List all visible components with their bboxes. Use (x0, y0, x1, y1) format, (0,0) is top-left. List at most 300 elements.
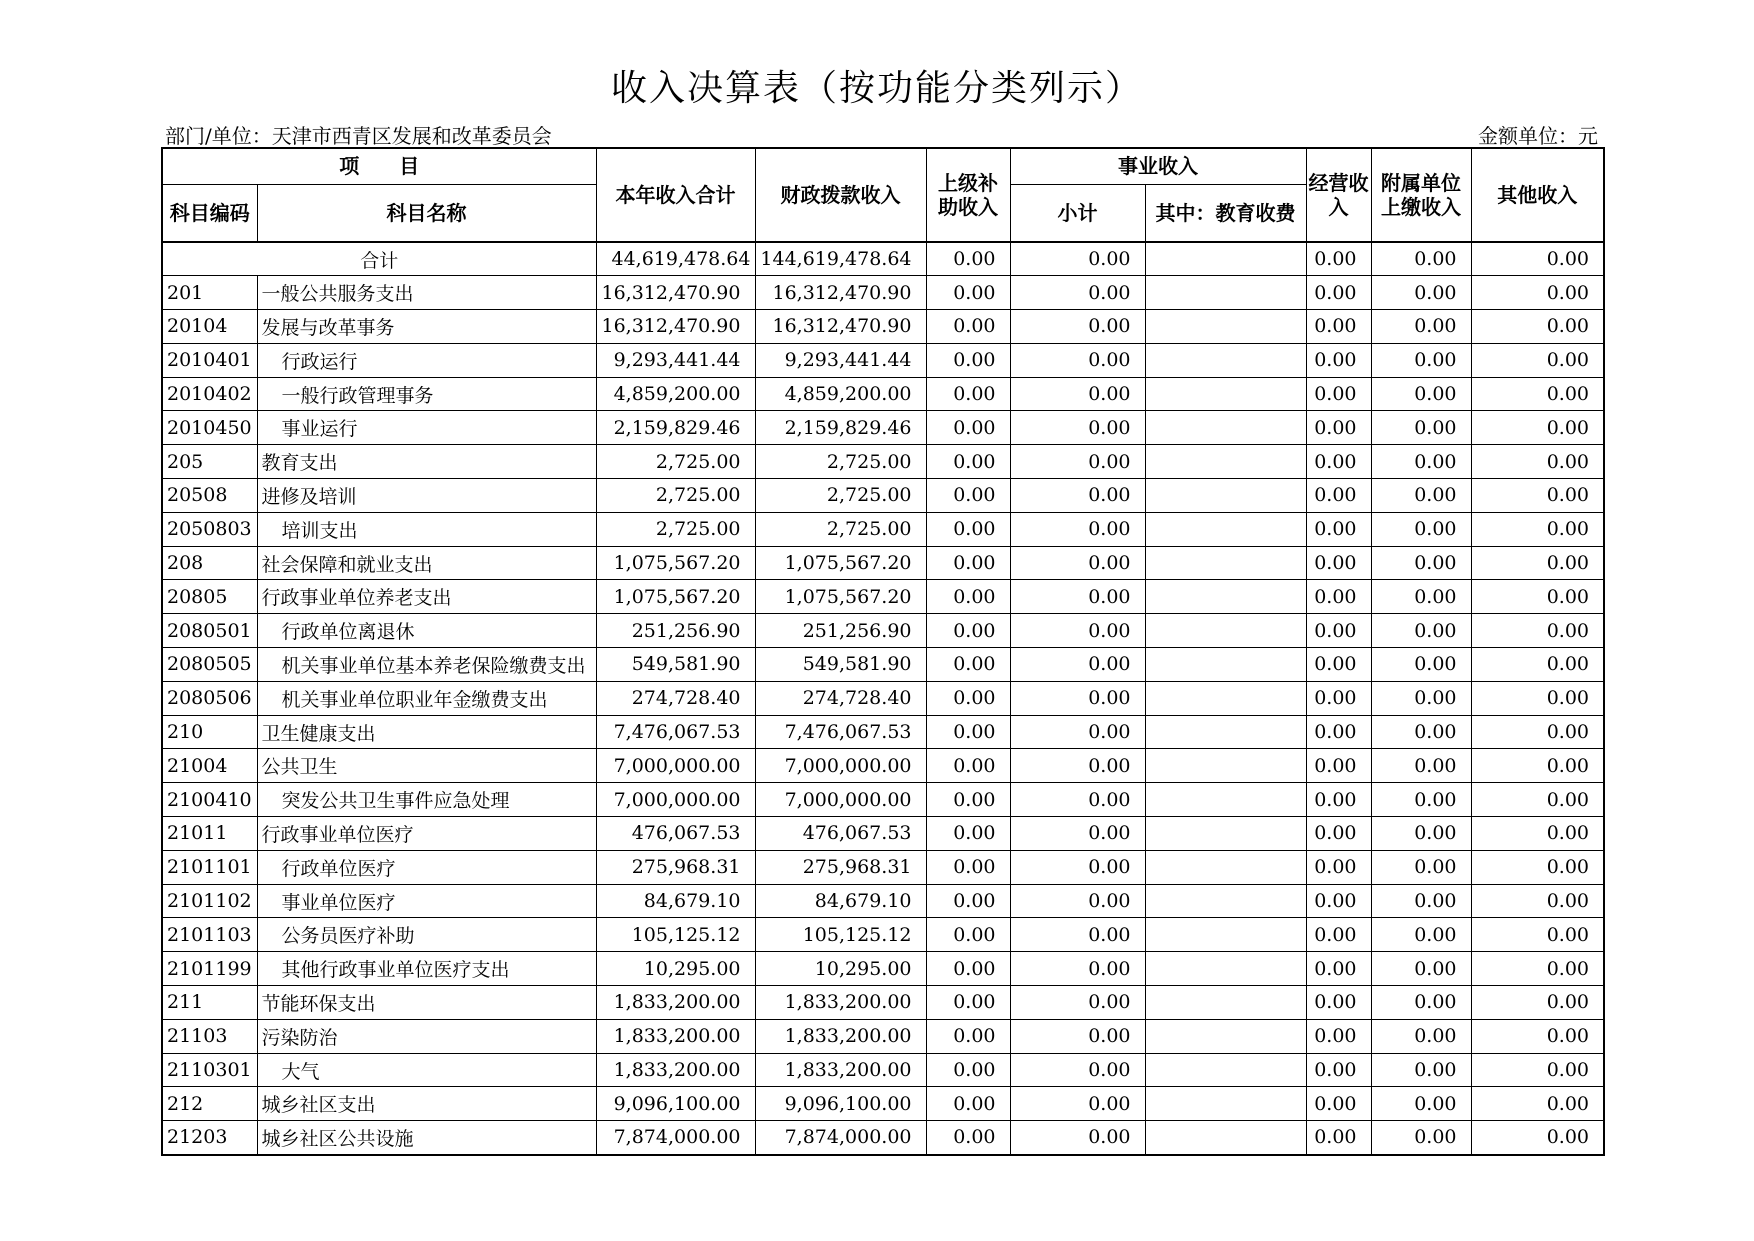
department-label: 部门/单位：天津市西青区发展和改革委员会 (165, 124, 552, 148)
cell-affil: 0.00 (1371, 1053, 1471, 1087)
cell-other: 0.00 (1471, 276, 1604, 310)
cell-affil: 0.00 (1371, 546, 1471, 580)
cell-subtotal: 0.00 (1010, 343, 1145, 377)
cell-other: 0.00 (1471, 546, 1604, 580)
cell-other: 0.00 (1471, 479, 1604, 513)
cell-subtotal: 0.00 (1010, 1121, 1145, 1155)
income-table (161, 147, 1605, 1156)
table-row (162, 715, 1604, 749)
header-fiscal: 财政拨款收入 (755, 148, 926, 242)
cell-other: 0.00 (1471, 749, 1604, 783)
cell-total: 1,833,200.00 (596, 1019, 755, 1053)
header-total: 本年收入合计 (596, 148, 755, 242)
cell-total: 9,293,441.44 (596, 343, 755, 377)
cell-name: 卫生健康支出 (257, 715, 596, 749)
cell-upper: 0.00 (926, 343, 1010, 377)
cell-fiscal: 2,725.00 (755, 445, 926, 479)
cell-code: 2080506 (162, 681, 257, 715)
header-upper: 上级补助收入 (926, 148, 1010, 242)
cell-oper: 0.00 (1306, 377, 1371, 411)
table-row (162, 817, 1604, 851)
cell-subtotal: 0.00 (1010, 276, 1145, 310)
cell-code: 21004 (162, 749, 257, 783)
header-edu: 其中：教育收费 (1145, 184, 1306, 242)
cell-fiscal: 274,728.40 (755, 681, 926, 715)
cell-oper: 0.00 (1306, 1121, 1371, 1155)
cell-code: 2080505 (162, 648, 257, 682)
cell-total: 7,476,067.53 (596, 715, 755, 749)
cell-code: 2101103 (162, 918, 257, 952)
cell-edu (1145, 614, 1306, 648)
cell-name: 污染防治 (257, 1019, 596, 1053)
cell-total: 84,679.10 (596, 884, 755, 918)
cell-fiscal: 7,000,000.00 (755, 783, 926, 817)
cell-total: 274,728.40 (596, 681, 755, 715)
cell-fiscal: 9,096,100.00 (755, 1087, 926, 1121)
cell-upper: 0.00 (926, 614, 1010, 648)
cell-code: 205 (162, 445, 257, 479)
cell-name: 事业运行 (257, 411, 596, 445)
cell-edu (1145, 1087, 1306, 1121)
cell-total: 275,968.31 (596, 850, 755, 884)
cell-name: 社会保障和就业支出 (257, 546, 596, 580)
cell-other: 0.00 (1471, 918, 1604, 952)
cell-oper: 0.00 (1306, 343, 1371, 377)
sum-total: 44,619,478.64 (596, 242, 755, 276)
cell-affil: 0.00 (1371, 343, 1471, 377)
table-row (162, 580, 1604, 614)
cell-name: 行政单位医疗 (257, 850, 596, 884)
cell-fiscal: 105,125.12 (755, 918, 926, 952)
cell-subtotal: 0.00 (1010, 546, 1145, 580)
cell-upper: 0.00 (926, 952, 1010, 986)
cell-name: 公共卫生 (257, 749, 596, 783)
cell-affil: 0.00 (1371, 749, 1471, 783)
cell-other: 0.00 (1471, 783, 1604, 817)
cell-oper: 0.00 (1306, 1053, 1371, 1087)
table-row (162, 749, 1604, 783)
sum-oper: 0.00 (1306, 242, 1371, 276)
cell-subtotal: 0.00 (1010, 986, 1145, 1020)
table-row (162, 918, 1604, 952)
cell-oper: 0.00 (1306, 884, 1371, 918)
cell-upper: 0.00 (926, 1019, 1010, 1053)
table-row (162, 445, 1604, 479)
cell-name: 其他行政事业单位医疗支出 (257, 952, 596, 986)
cell-oper: 0.00 (1306, 276, 1371, 310)
cell-fiscal: 1,833,200.00 (755, 1053, 926, 1087)
header-career: 事业收入 (1010, 148, 1306, 184)
cell-total: 251,256.90 (596, 614, 755, 648)
cell-name: 发展与改革事务 (257, 310, 596, 344)
cell-affil: 0.00 (1371, 1121, 1471, 1155)
sum-label: 合计 (162, 242, 596, 276)
cell-edu (1145, 783, 1306, 817)
cell-oper: 0.00 (1306, 648, 1371, 682)
cell-other: 0.00 (1471, 1053, 1604, 1087)
cell-other: 0.00 (1471, 1087, 1604, 1121)
cell-oper: 0.00 (1306, 952, 1371, 986)
cell-oper: 0.00 (1306, 445, 1371, 479)
cell-code: 2010450 (162, 411, 257, 445)
cell-affil: 0.00 (1371, 310, 1471, 344)
cell-affil: 0.00 (1371, 479, 1471, 513)
cell-total: 1,833,200.00 (596, 986, 755, 1020)
cell-name: 教育支出 (257, 445, 596, 479)
cell-name: 培训支出 (257, 512, 596, 546)
cell-code: 20104 (162, 310, 257, 344)
cell-subtotal: 0.00 (1010, 1019, 1145, 1053)
cell-fiscal: 1,833,200.00 (755, 986, 926, 1020)
cell-subtotal: 0.00 (1010, 952, 1145, 986)
cell-edu (1145, 648, 1306, 682)
cell-edu (1145, 884, 1306, 918)
cell-code: 208 (162, 546, 257, 580)
cell-code: 2080501 (162, 614, 257, 648)
cell-subtotal: 0.00 (1010, 681, 1145, 715)
cell-edu (1145, 1019, 1306, 1053)
table-row (162, 1019, 1604, 1053)
cell-code: 2100410 (162, 783, 257, 817)
cell-edu (1145, 850, 1306, 884)
cell-fiscal: 251,256.90 (755, 614, 926, 648)
cell-code: 21011 (162, 817, 257, 851)
cell-code: 2101101 (162, 850, 257, 884)
cell-fiscal: 7,000,000.00 (755, 749, 926, 783)
cell-oper: 0.00 (1306, 479, 1371, 513)
page-title: 收入决算表（按功能分类列示） (610, 68, 1143, 109)
cell-fiscal: 2,159,829.46 (755, 411, 926, 445)
cell-subtotal: 0.00 (1010, 715, 1145, 749)
amount-unit-label: 金额单位：元 (1478, 124, 1598, 148)
cell-name: 节能环保支出 (257, 986, 596, 1020)
sum-upper: 0.00 (926, 242, 1010, 276)
cell-oper: 0.00 (1306, 580, 1371, 614)
cell-affil: 0.00 (1371, 715, 1471, 749)
cell-oper: 0.00 (1306, 1019, 1371, 1053)
header-affil: 附属单位上缴收入 (1371, 148, 1471, 242)
cell-other: 0.00 (1471, 884, 1604, 918)
table-row (162, 850, 1604, 884)
cell-oper: 0.00 (1306, 310, 1371, 344)
cell-upper: 0.00 (926, 783, 1010, 817)
cell-name: 突发公共卫生事件应急处理 (257, 783, 596, 817)
cell-fiscal: 7,476,067.53 (755, 715, 926, 749)
cell-upper: 0.00 (926, 648, 1010, 682)
cell-edu (1145, 546, 1306, 580)
table-row (162, 952, 1604, 986)
cell-oper: 0.00 (1306, 715, 1371, 749)
cell-upper: 0.00 (926, 918, 1010, 952)
cell-subtotal: 0.00 (1010, 1087, 1145, 1121)
cell-oper: 0.00 (1306, 1087, 1371, 1121)
cell-code: 21103 (162, 1019, 257, 1053)
cell-affil: 0.00 (1371, 817, 1471, 851)
cell-total: 7,000,000.00 (596, 749, 755, 783)
cell-fiscal: 84,679.10 (755, 884, 926, 918)
cell-other: 0.00 (1471, 986, 1604, 1020)
cell-edu (1145, 715, 1306, 749)
header-subtotal: 小计 (1010, 184, 1145, 242)
cell-code: 2110301 (162, 1053, 257, 1087)
cell-affil: 0.00 (1371, 1019, 1471, 1053)
cell-code: 21203 (162, 1121, 257, 1155)
cell-other: 0.00 (1471, 715, 1604, 749)
cell-fiscal: 275,968.31 (755, 850, 926, 884)
cell-edu (1145, 681, 1306, 715)
cell-affil: 0.00 (1371, 512, 1471, 546)
cell-total: 7,874,000.00 (596, 1121, 755, 1155)
cell-upper: 0.00 (926, 411, 1010, 445)
cell-upper: 0.00 (926, 850, 1010, 884)
header-code: 科目编码 (162, 184, 257, 242)
cell-code: 211 (162, 986, 257, 1020)
cell-other: 0.00 (1471, 411, 1604, 445)
cell-affil: 0.00 (1371, 850, 1471, 884)
cell-edu (1145, 580, 1306, 614)
cell-other: 0.00 (1471, 952, 1604, 986)
cell-affil: 0.00 (1371, 884, 1471, 918)
cell-name: 进修及培训 (257, 479, 596, 513)
cell-edu (1145, 343, 1306, 377)
cell-subtotal: 0.00 (1010, 411, 1145, 445)
cell-total: 10,295.00 (596, 952, 755, 986)
header-other: 其他收入 (1471, 148, 1604, 242)
cell-name: 行政单位离退休 (257, 614, 596, 648)
cell-upper: 0.00 (926, 479, 1010, 513)
cell-oper: 0.00 (1306, 918, 1371, 952)
cell-fiscal: 7,874,000.00 (755, 1121, 926, 1155)
sum-fiscal: 144,619,478.64 (755, 242, 926, 276)
cell-oper: 0.00 (1306, 850, 1371, 884)
cell-affil: 0.00 (1371, 783, 1471, 817)
table-row (162, 1053, 1604, 1087)
cell-code: 2010401 (162, 343, 257, 377)
cell-fiscal: 9,293,441.44 (755, 343, 926, 377)
cell-affil: 0.00 (1371, 614, 1471, 648)
sum-row (162, 242, 1604, 276)
cell-name: 一般行政管理事务 (257, 377, 596, 411)
cell-code: 210 (162, 715, 257, 749)
cell-subtotal: 0.00 (1010, 749, 1145, 783)
cell-name: 行政事业单位医疗 (257, 817, 596, 851)
cell-code: 2101102 (162, 884, 257, 918)
table-body (162, 242, 1604, 1155)
cell-affil: 0.00 (1371, 648, 1471, 682)
cell-code: 201 (162, 276, 257, 310)
cell-other: 0.00 (1471, 377, 1604, 411)
cell-subtotal: 0.00 (1010, 580, 1145, 614)
cell-upper: 0.00 (926, 884, 1010, 918)
cell-other: 0.00 (1471, 648, 1604, 682)
cell-edu (1145, 512, 1306, 546)
table-row (162, 783, 1604, 817)
cell-upper: 0.00 (926, 310, 1010, 344)
cell-edu (1145, 918, 1306, 952)
cell-fiscal: 16,312,470.90 (755, 310, 926, 344)
header-name: 科目名称 (257, 184, 596, 242)
cell-other: 0.00 (1471, 850, 1604, 884)
table-row (162, 377, 1604, 411)
cell-edu (1145, 986, 1306, 1020)
cell-subtotal: 0.00 (1010, 377, 1145, 411)
cell-subtotal: 0.00 (1010, 512, 1145, 546)
cell-name: 城乡社区公共设施 (257, 1121, 596, 1155)
cell-name: 机关事业单位基本养老保险缴费支出 (257, 648, 596, 682)
table-row (162, 343, 1604, 377)
cell-oper: 0.00 (1306, 411, 1371, 445)
cell-other: 0.00 (1471, 681, 1604, 715)
cell-fiscal: 1,075,567.20 (755, 546, 926, 580)
cell-affil: 0.00 (1371, 580, 1471, 614)
cell-subtotal: 0.00 (1010, 783, 1145, 817)
cell-affil: 0.00 (1371, 276, 1471, 310)
cell-upper: 0.00 (926, 681, 1010, 715)
table-row (162, 986, 1604, 1020)
sum-subtotal: 0.00 (1010, 242, 1145, 276)
cell-upper: 0.00 (926, 986, 1010, 1020)
cell-fiscal: 16,312,470.90 (755, 276, 926, 310)
cell-total: 2,725.00 (596, 445, 755, 479)
cell-fiscal: 1,833,200.00 (755, 1019, 926, 1053)
sum-edu (1145, 242, 1306, 276)
cell-other: 0.00 (1471, 343, 1604, 377)
cell-total: 476,067.53 (596, 817, 755, 851)
cell-affil: 0.00 (1371, 445, 1471, 479)
cell-total: 4,859,200.00 (596, 377, 755, 411)
cell-edu (1145, 479, 1306, 513)
cell-affil: 0.00 (1371, 1087, 1471, 1121)
cell-name: 行政事业单位养老支出 (257, 580, 596, 614)
cell-code: 2050803 (162, 512, 257, 546)
cell-code: 212 (162, 1087, 257, 1121)
cell-total: 1,075,567.20 (596, 580, 755, 614)
header-item: 项 目 (162, 148, 596, 184)
table-row (162, 546, 1604, 580)
cell-affil: 0.00 (1371, 377, 1471, 411)
cell-name: 事业单位医疗 (257, 884, 596, 918)
cell-other: 0.00 (1471, 512, 1604, 546)
cell-affil: 0.00 (1371, 411, 1471, 445)
cell-other: 0.00 (1471, 310, 1604, 344)
cell-code: 20508 (162, 479, 257, 513)
cell-subtotal: 0.00 (1010, 310, 1145, 344)
table-row (162, 276, 1604, 310)
cell-upper: 0.00 (926, 445, 1010, 479)
cell-other: 0.00 (1471, 445, 1604, 479)
cell-subtotal: 0.00 (1010, 614, 1145, 648)
cell-fiscal: 2,725.00 (755, 479, 926, 513)
cell-edu (1145, 310, 1306, 344)
cell-name: 公务员医疗补助 (257, 918, 596, 952)
cell-edu (1145, 445, 1306, 479)
cell-name: 机关事业单位职业年金缴费支出 (257, 681, 596, 715)
cell-code: 2101199 (162, 952, 257, 986)
cell-other: 0.00 (1471, 817, 1604, 851)
cell-total: 2,725.00 (596, 479, 755, 513)
cell-subtotal: 0.00 (1010, 1053, 1145, 1087)
table-row (162, 648, 1604, 682)
cell-oper: 0.00 (1306, 783, 1371, 817)
cell-edu (1145, 952, 1306, 986)
cell-oper: 0.00 (1306, 749, 1371, 783)
table-row (162, 1121, 1604, 1155)
table-row (162, 681, 1604, 715)
cell-fiscal: 476,067.53 (755, 817, 926, 851)
cell-subtotal: 0.00 (1010, 884, 1145, 918)
cell-edu (1145, 749, 1306, 783)
cell-upper: 0.00 (926, 817, 1010, 851)
cell-affil: 0.00 (1371, 918, 1471, 952)
table-row (162, 512, 1604, 546)
cell-total: 7,000,000.00 (596, 783, 755, 817)
cell-edu (1145, 276, 1306, 310)
cell-total: 105,125.12 (596, 918, 755, 952)
cell-name: 行政运行 (257, 343, 596, 377)
cell-fiscal: 4,859,200.00 (755, 377, 926, 411)
cell-total: 2,725.00 (596, 512, 755, 546)
cell-upper: 0.00 (926, 377, 1010, 411)
cell-affil: 0.00 (1371, 952, 1471, 986)
cell-total: 16,312,470.90 (596, 276, 755, 310)
cell-subtotal: 0.00 (1010, 918, 1145, 952)
cell-other: 0.00 (1471, 614, 1604, 648)
cell-upper: 0.00 (926, 1121, 1010, 1155)
cell-upper: 0.00 (926, 276, 1010, 310)
table-row (162, 1087, 1604, 1121)
sum-other: 0.00 (1471, 242, 1604, 276)
cell-upper: 0.00 (926, 580, 1010, 614)
table-row (162, 884, 1604, 918)
cell-oper: 0.00 (1306, 817, 1371, 851)
cell-fiscal: 1,075,567.20 (755, 580, 926, 614)
table-row (162, 411, 1604, 445)
cell-total: 1,833,200.00 (596, 1053, 755, 1087)
cell-edu (1145, 1121, 1306, 1155)
cell-name: 大气 (257, 1053, 596, 1087)
cell-total: 9,096,100.00 (596, 1087, 755, 1121)
cell-total: 2,159,829.46 (596, 411, 755, 445)
cell-oper: 0.00 (1306, 512, 1371, 546)
cell-oper: 0.00 (1306, 986, 1371, 1020)
cell-fiscal: 10,295.00 (755, 952, 926, 986)
cell-subtotal: 0.00 (1010, 850, 1145, 884)
cell-upper: 0.00 (926, 1053, 1010, 1087)
cell-upper: 0.00 (926, 1087, 1010, 1121)
cell-total: 1,075,567.20 (596, 546, 755, 580)
sum-affil: 0.00 (1371, 242, 1471, 276)
cell-subtotal: 0.00 (1010, 648, 1145, 682)
cell-other: 0.00 (1471, 1121, 1604, 1155)
table-row (162, 479, 1604, 513)
cell-oper: 0.00 (1306, 546, 1371, 580)
cell-name: 一般公共服务支出 (257, 276, 596, 310)
cell-total: 549,581.90 (596, 648, 755, 682)
cell-upper: 0.00 (926, 715, 1010, 749)
cell-fiscal: 2,725.00 (755, 512, 926, 546)
cell-other: 0.00 (1471, 1019, 1604, 1053)
cell-other: 0.00 (1471, 580, 1604, 614)
cell-code: 20805 (162, 580, 257, 614)
cell-oper: 0.00 (1306, 614, 1371, 648)
cell-subtotal: 0.00 (1010, 479, 1145, 513)
cell-subtotal: 0.00 (1010, 817, 1145, 851)
cell-total: 16,312,470.90 (596, 310, 755, 344)
cell-affil: 0.00 (1371, 986, 1471, 1020)
cell-edu (1145, 1053, 1306, 1087)
cell-fiscal: 549,581.90 (755, 648, 926, 682)
table-row (162, 310, 1604, 344)
